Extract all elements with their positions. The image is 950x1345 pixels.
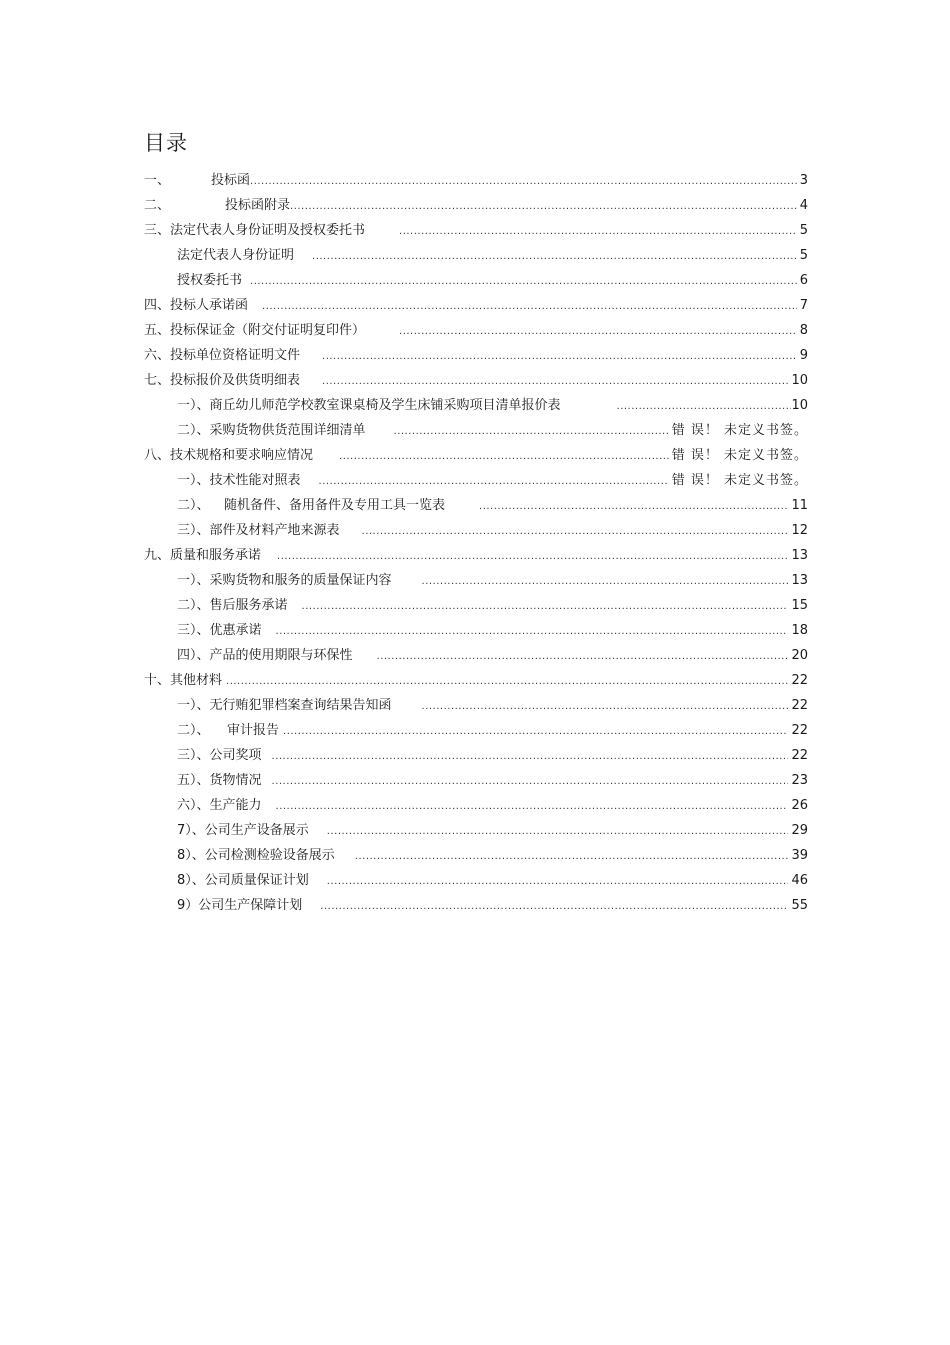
toc-entry-page: 错 误！ 未定义书签。 <box>671 423 808 438</box>
toc-entry-page: 15 <box>791 598 808 613</box>
toc-entry-prefix: 二）、 <box>177 723 210 738</box>
toc-entry-text: 随机备件、备用备件及专用工具一览表 <box>224 498 446 513</box>
table-of-contents <box>144 168 808 918</box>
toc-entry-text: 法定代表人身份证明 <box>177 248 295 263</box>
dot-leader <box>283 718 788 743</box>
toc-entry-page: 9 <box>799 348 808 363</box>
toc-entry-page: 10 <box>791 373 808 388</box>
toc-entry-text: 五、投标保证金（附交付证明复印件） <box>144 323 366 338</box>
toc-entry-page: 4 <box>799 198 808 213</box>
dot-leader <box>276 793 789 818</box>
toc-entry-page: 23 <box>791 773 808 788</box>
toc-entry[interactable] <box>144 243 808 268</box>
dot-leader <box>226 668 788 693</box>
toc-entry[interactable] <box>144 343 808 368</box>
toc-entry-text: 三）、公司奖项 <box>177 748 262 763</box>
dot-leader <box>319 468 669 493</box>
dot-leader <box>355 843 789 868</box>
dot-leader <box>399 218 797 243</box>
toc-entry-page: 11 <box>791 498 808 513</box>
toc-entry-page: 5 <box>799 223 808 238</box>
toc-entry[interactable] <box>144 268 808 293</box>
toc-entry-page: 26 <box>791 798 808 813</box>
toc-entry-text: 7）、公司生产设备展示 <box>177 823 309 838</box>
dot-leader <box>617 393 792 418</box>
toc-entry-page: 18 <box>791 623 808 638</box>
toc-entry-page: 22 <box>791 723 808 738</box>
toc-entry-text: 一）、技术性能对照表 <box>177 473 301 488</box>
toc-entry[interactable] <box>144 443 808 468</box>
toc-entry[interactable] <box>144 843 808 868</box>
dot-leader <box>272 768 789 793</box>
toc-entry-text: 8）、公司质量保证计划 <box>177 873 309 888</box>
toc-entry-page: 22 <box>791 673 808 688</box>
dot-leader <box>322 368 788 393</box>
toc-entry-page: 22 <box>791 698 808 713</box>
dot-leader <box>362 518 789 543</box>
toc-entry-text: 审计报告 <box>227 723 280 738</box>
dot-leader <box>327 868 789 893</box>
dot-leader <box>290 193 797 218</box>
toc-entry[interactable] <box>144 718 808 743</box>
toc-entry[interactable] <box>144 318 808 343</box>
toc-entry-text: 投标函 <box>211 173 251 188</box>
toc-entry-page: 46 <box>791 873 808 888</box>
toc-entry-page: 12 <box>791 523 808 538</box>
toc-entry-prefix: 一、 <box>144 173 171 188</box>
toc-entry-page: 22 <box>791 748 808 763</box>
toc-entry-text: 三、法定代表人身份证明及授权委托书 <box>144 223 366 238</box>
toc-entry[interactable] <box>144 468 808 493</box>
toc-entry-text: 一）、无行贿犯罪档案查询结果告知函 <box>177 698 392 713</box>
dot-leader <box>399 318 797 343</box>
toc-entry[interactable] <box>144 693 808 718</box>
dot-leader <box>312 243 797 268</box>
toc-entry-text: 8）、公司检测检验设备展示 <box>177 848 335 863</box>
toc-entry[interactable] <box>144 593 808 618</box>
toc-entry-page: 错 误！ 未定义书签。 <box>671 448 808 463</box>
toc-entry-page: 3 <box>799 173 808 188</box>
dot-leader <box>394 418 669 443</box>
toc-entry-text: 七、投标报价及供货明细表 <box>144 373 301 388</box>
toc-entry-text: 四）、产品的使用期限与环保性 <box>177 648 353 663</box>
toc-entry[interactable] <box>144 868 808 893</box>
toc-entry-page: 错 误！ 未定义书签。 <box>671 473 808 488</box>
dot-leader <box>250 168 797 193</box>
toc-entry-page: 55 <box>791 898 808 913</box>
toc-entry-text: 二）、售后服务承诺 <box>177 598 288 613</box>
toc-entry[interactable] <box>144 418 808 443</box>
toc-entry-text: 投标函附录 <box>225 198 291 213</box>
toc-entry[interactable] <box>144 568 808 593</box>
toc-entry-text: 授权委托书 <box>177 273 243 288</box>
toc-entry-page: 8 <box>799 323 808 338</box>
toc-entry[interactable] <box>144 793 808 818</box>
toc-entry-text: 三）、部件及材料产地来源表 <box>177 523 340 538</box>
toc-entry-prefix: 二、 <box>144 198 171 213</box>
toc-entry-text: 四、投标人承诺函 <box>144 298 249 313</box>
toc-entry[interactable] <box>144 193 808 218</box>
toc-entry[interactable] <box>144 218 808 243</box>
toc-entry[interactable] <box>144 493 808 518</box>
toc-entry[interactable] <box>144 643 808 668</box>
toc-entry-text: 八、技术规格和要求响应情况 <box>144 448 314 463</box>
toc-entry[interactable] <box>144 818 808 843</box>
dot-leader <box>320 893 788 918</box>
toc-entry-text: 9）公司生产保障计划 <box>177 898 303 913</box>
dot-leader <box>322 343 797 368</box>
toc-entry[interactable] <box>144 743 808 768</box>
toc-entry[interactable] <box>144 518 808 543</box>
toc-entry[interactable] <box>144 618 808 643</box>
toc-entry[interactable] <box>144 393 808 418</box>
toc-entry-page: 39 <box>791 848 808 863</box>
toc-entry-text: 一）、商丘幼儿师范学校教室课桌椅及学生床铺采购项目清单报价表 <box>177 398 561 413</box>
toc-entry-page: 29 <box>791 823 808 838</box>
dot-leader <box>377 643 789 668</box>
toc-entry-text: 六）、生产能力 <box>177 798 262 813</box>
toc-entry-page: 10 <box>791 398 808 413</box>
toc-entry[interactable] <box>144 893 808 918</box>
toc-entry[interactable] <box>144 368 808 393</box>
dot-leader <box>250 268 797 293</box>
page-title: 目录 <box>144 131 188 155</box>
toc-entry-text: 九、质量和服务承诺 <box>144 548 262 563</box>
toc-entry-page: 5 <box>799 248 808 263</box>
toc-entry-page: 6 <box>799 273 808 288</box>
dot-leader <box>327 818 789 843</box>
dot-leader <box>277 543 788 568</box>
toc-entry-text: 二）、采购货物供货范围详细清单 <box>177 423 366 438</box>
toc-entry[interactable] <box>144 668 808 693</box>
toc-entry[interactable] <box>144 543 808 568</box>
toc-entry[interactable] <box>144 768 808 793</box>
dot-leader <box>276 618 789 643</box>
toc-entry-page: 13 <box>791 548 808 563</box>
toc-entry-prefix: 二）、 <box>177 498 210 513</box>
toc-entry[interactable] <box>144 293 808 318</box>
dot-leader <box>422 693 789 718</box>
toc-entry-text: 十、其他材料 <box>144 673 223 688</box>
dot-leader <box>339 443 669 468</box>
dot-leader <box>302 593 789 618</box>
dot-leader <box>262 293 797 318</box>
toc-entry[interactable] <box>144 168 808 193</box>
dot-leader <box>272 743 789 768</box>
dot-leader <box>479 493 788 518</box>
toc-entry-page: 20 <box>791 648 808 663</box>
toc-entry-page: 7 <box>799 298 808 313</box>
toc-entry-text: 六、投标单位资格证明文件 <box>144 348 301 363</box>
dot-leader <box>422 568 789 593</box>
toc-entry-text: 三）、优惠承诺 <box>177 623 262 638</box>
toc-entry-text: 五）、货物情况 <box>177 773 262 788</box>
toc-entry-text: 一）、采购货物和服务的质量保证内容 <box>177 573 392 588</box>
toc-entry-page: 13 <box>791 573 808 588</box>
